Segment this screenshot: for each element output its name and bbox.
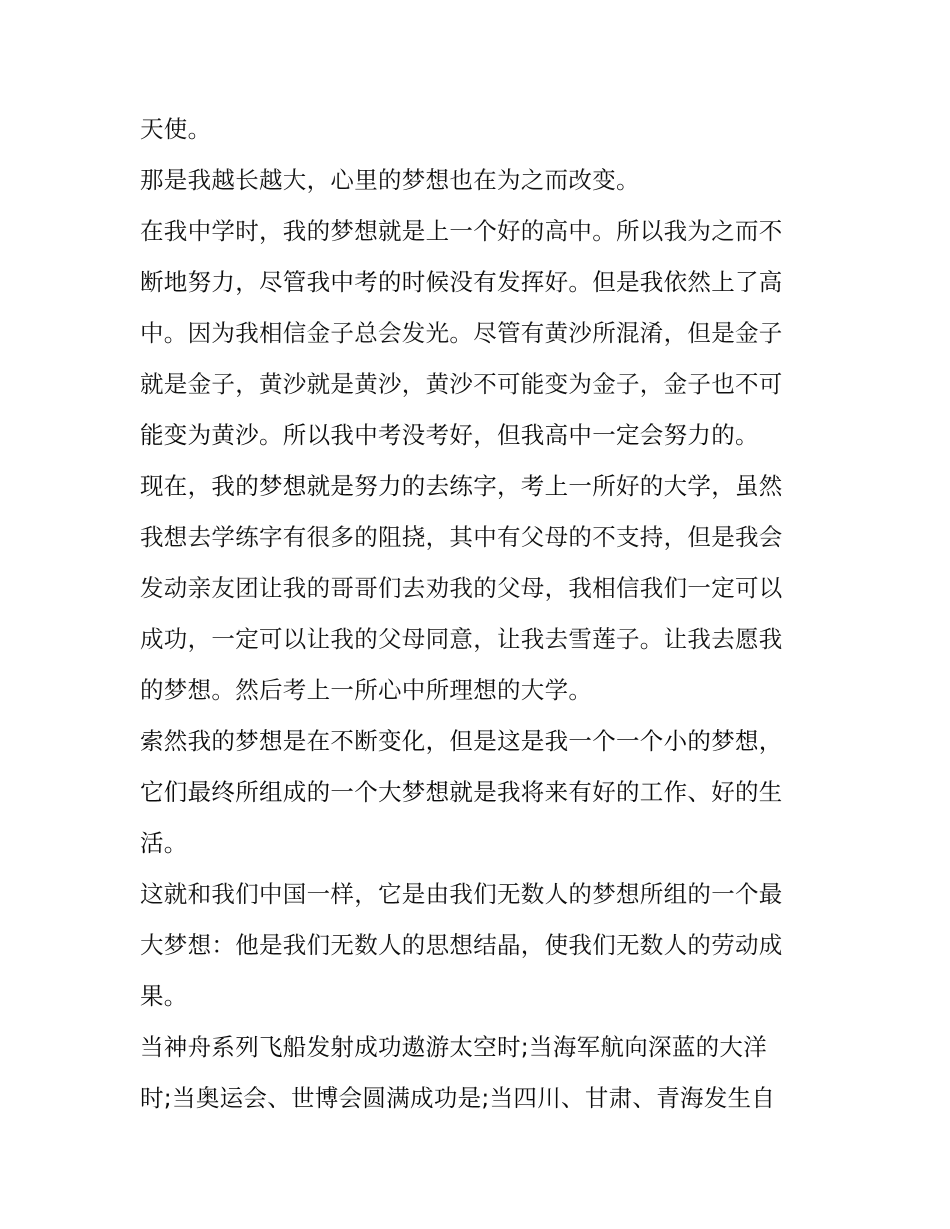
text-line: 活。 [140, 829, 188, 857]
body-text [140, 104, 830, 1124]
text-line: 时;当奥运会、世博会圆满成功是;当四川、甘肃、青海发生自 [140, 1084, 776, 1112]
text-line: 成功，一定可以让我的父母同意，让我去雪莲子。让我去愿我 [140, 625, 783, 653]
text-line: 在我中学时，我的梦想就是上一个好的高中。所以我为之而不 [140, 217, 783, 245]
text-line: 索然我的梦想是在不断变化，但是这是我一个一个小的梦想， [140, 727, 783, 755]
text-line: 那是我越长越大，心里的梦想也在为之而改变。 [140, 166, 640, 194]
text-line: 的梦想。然后考上一所心中所理想的大学。 [140, 676, 593, 704]
text-line: 大梦想：他是我们无数人的思想结晶，使我们无数人的劳动成 [140, 931, 783, 959]
text-line: 中。因为我相信金子总会发光。尽管有黄沙所混淆，但是金子 [140, 319, 783, 347]
text-line: 发动亲友团让我的哥哥们去劝我的父母，我相信我们一定可以 [140, 574, 783, 602]
text-line: 就是金子，黄沙就是黄沙，黄沙不可能变为金子，金子也不可 [140, 370, 783, 398]
text-line: 现在，我的梦想就是努力的去练字，考上一所好的大学，虽然 [140, 472, 783, 500]
text-line: 当神舟系列飞船发射成功遨游太空时;当海军航向深蓝的大洋 [140, 1033, 768, 1061]
text-line: 我想去学练字有很多的阻挠，其中有父母的不支持，但是我会 [140, 523, 783, 551]
text-line: 这就和我们中国一样，它是由我们无数人的梦想所组的一个最 [140, 880, 783, 908]
text-line: 果。 [140, 982, 188, 1010]
text-line: 能变为黄沙。所以我中考没考好，但我高中一定会努力的。 [140, 421, 759, 449]
text-line: 天使。 [140, 115, 212, 143]
text-line: 它们最终所组成的一个大梦想就是我将来有好的工作、好的生 [140, 778, 783, 806]
text-line: 断地努力，尽管我中考的时候没有发挥好。但是我依然上了高 [140, 268, 783, 296]
